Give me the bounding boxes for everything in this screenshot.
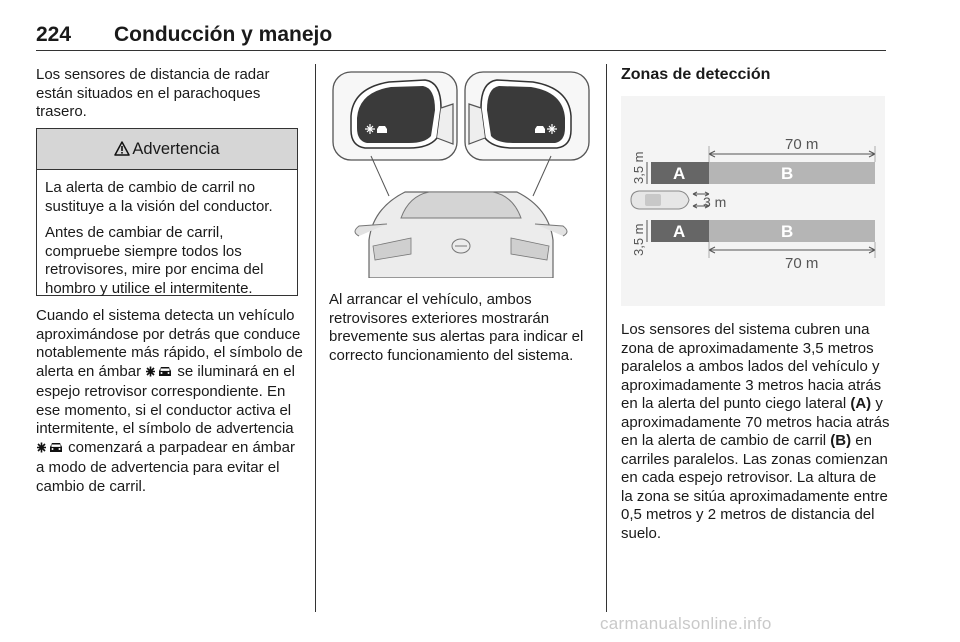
width-label-bottom: 3,5 m	[631, 223, 646, 256]
warning-text-2: Antes de cambiar de carril, compruebe siempre todos los retrovisores, mire por encima del hombro y utilice el intermitente.	[45, 224, 264, 297]
zone-b-label-bottom: B	[781, 222, 794, 241]
page-number: 224	[36, 23, 72, 46]
page-header	[36, 22, 886, 51]
startup-paragraph	[329, 291, 593, 365]
warning-title: Advertencia	[132, 140, 220, 158]
width-label-top: 3,5 m	[631, 151, 646, 184]
detection-paragraph	[36, 307, 306, 496]
blind-spot-alert-icon	[145, 365, 173, 384]
warning-box	[36, 128, 298, 296]
column-divider	[315, 64, 316, 612]
warning-header	[37, 129, 297, 170]
zone-b-ref: (B)	[830, 432, 852, 449]
zones-text	[621, 321, 891, 543]
detection-text-c: comenzará a parpadear en ámbar a modo de advertencia para evitar el cambio de carril.	[36, 438, 295, 495]
intro-text: Los sensores de distancia de radar están situados en el parachoques trasero.	[36, 66, 270, 120]
column-divider	[606, 64, 607, 612]
warning-body	[37, 170, 297, 298]
mirror-illustration	[329, 68, 593, 278]
zone-a-ref: (A)	[850, 395, 872, 412]
section-title: Zonas de detección	[621, 66, 771, 83]
length-label-top: 70 m	[785, 136, 819, 153]
detection-text	[36, 307, 306, 496]
intro-paragraph	[36, 66, 301, 122]
watermark: carmanualsonline.info	[600, 614, 772, 633]
warning-triangle-icon	[114, 131, 130, 171]
length-label-bottom: 70 m	[785, 255, 819, 272]
detection-zones-diagram	[621, 96, 885, 306]
blind-spot-alert-icon	[36, 441, 64, 460]
startup-text: Al arrancar el vehículo, ambos retrovisores exteriores mostrarán brevemente sus alertas para indicar el correcto funcionamiento del sistema.	[329, 291, 584, 364]
warning-text-1: La alerta de cambio de carril no sustituye a la visión del conductor.	[45, 179, 273, 215]
zone-b-label-top: B	[781, 164, 794, 183]
gap-label: 3 m	[703, 194, 727, 210]
zones-text-1: Los sensores del sistema cubren una zona de aproximadamente 3,5 metros paralelos a ambos lados del vehículo y aproximadamente 3 metros hacia atrás en la alerta del punto ciego lateral	[621, 321, 882, 412]
detection-text-a: Cuando el sistema detecta un vehículo aproximándose por detrás que conduce notablemente más rápido, el símbolo de alerta en ámbar	[36, 307, 303, 380]
zones-paragraph	[621, 321, 891, 543]
zones-text-3: en carriles paralelos. Las zonas comienzan en cada espejo retrovisor. La altura de la zona se sitúa aproximadamente entre 0,5 metros y 2 metros de distancia del suelo.	[621, 432, 888, 542]
zone-a-label-top: A	[673, 164, 686, 183]
zones-text-2: y aproximadamente 70 metros hacia atrás en la alerta de cambio de carril	[621, 395, 890, 449]
detection-text-b: se iluminará en el espejo retrovisor correspondiente. En ese momento, si el conductor activa el intermitente, el símbolo de advertencia	[36, 362, 295, 437]
page-title: Conducción y manejo	[114, 23, 333, 46]
zone-a-label-bottom: A	[673, 222, 686, 241]
